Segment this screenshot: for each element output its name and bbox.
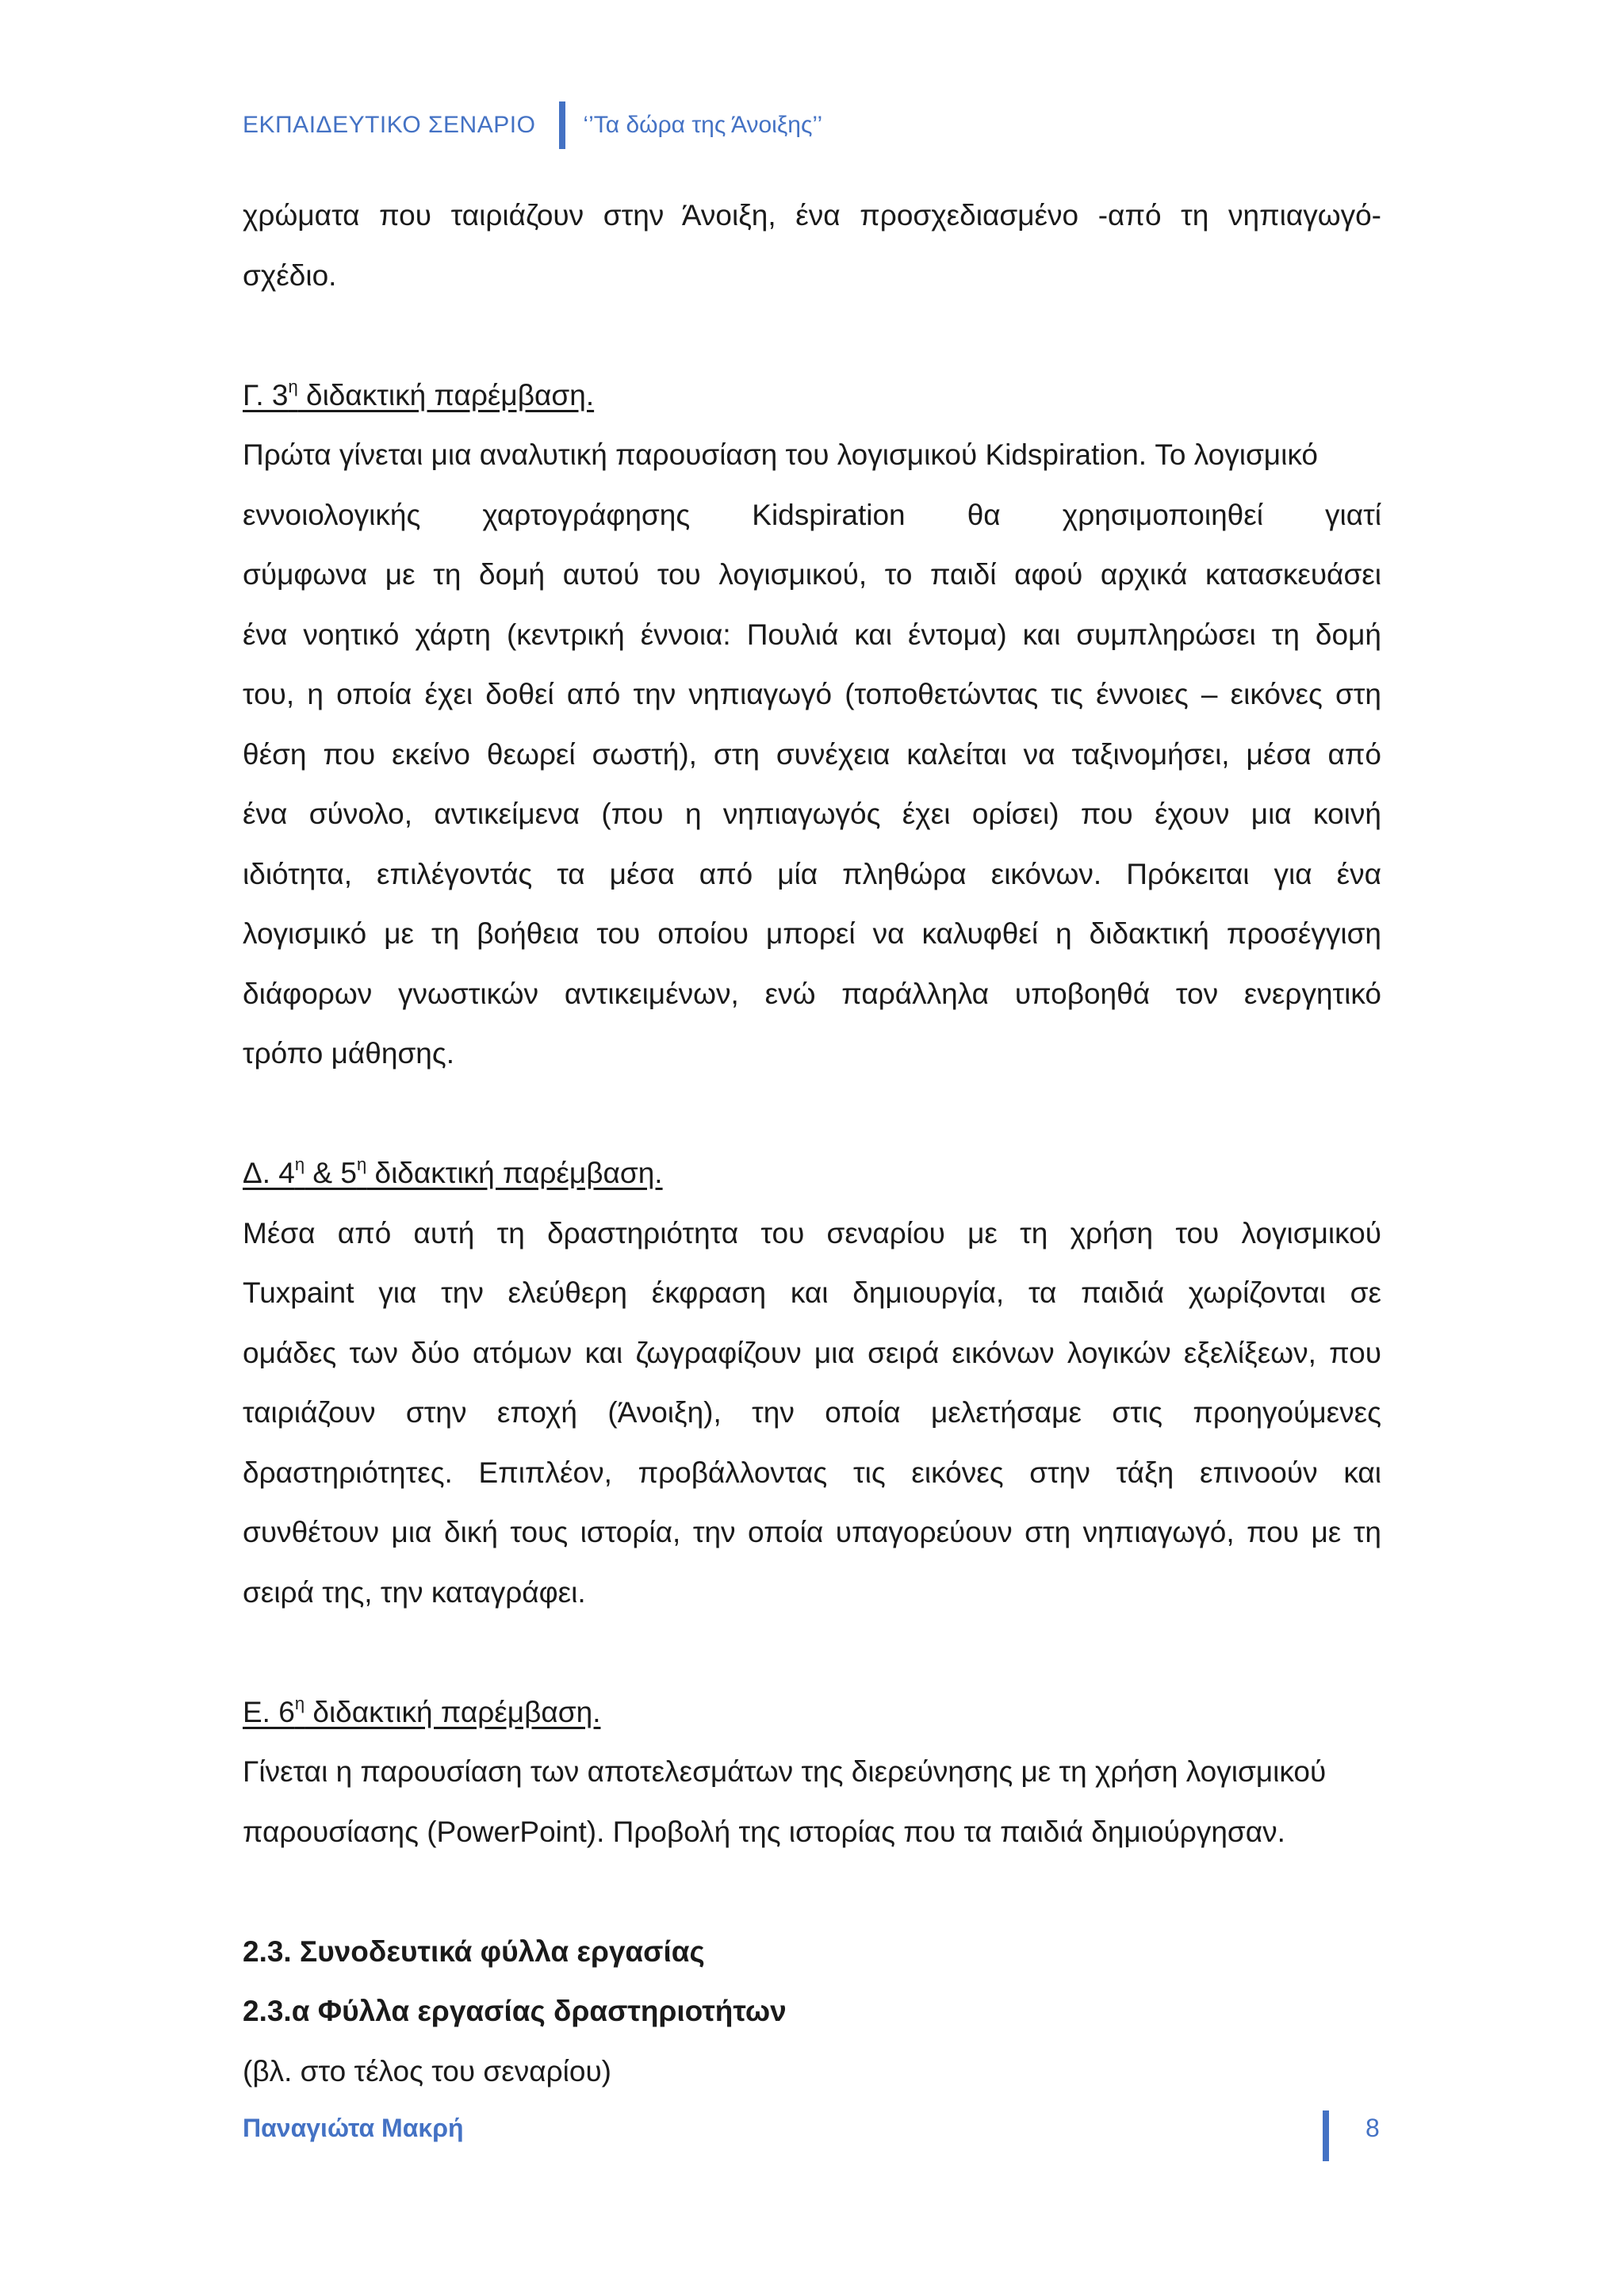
paragraph-line: διάφορων γνωστικών αντικειμένων, ενώ παράλληλα υποβοηθά τον ενεργητικό bbox=[243, 977, 1381, 1010]
header-divider bbox=[559, 101, 565, 149]
paragraph-line: τρόπο μάθησης. bbox=[243, 1037, 454, 1070]
page-body bbox=[243, 186, 1381, 2101]
running-header bbox=[243, 101, 822, 149]
paragraph-line: ένα σύνολο, αντικείμενα (που η νηπιαγωγός έχει ορίσει) που έχουν μια κοινή bbox=[243, 798, 1381, 830]
paragraph-line: συνθέτουν μια δική τους ιστορία, την οποία υπαγορεύουν στη νηπιαγωγό, που με τη bbox=[243, 1516, 1381, 1548]
paragraph-line: χρώματα που ταιριάζουν στην Άνοιξη, ένα προσχεδιασμένο -από τη νηπιαγωγό- bbox=[243, 199, 1381, 232]
paragraph-line: παρουσίασης (PowerPoint). Προβολή της ιστορίας που τα παιδιά δημιούργησαν. bbox=[243, 1815, 1285, 1848]
paragraph-line: εννοιολογικής χαρτογράφησης Kidspiration θα χρησιμοποιηθεί γιατί bbox=[243, 498, 1381, 531]
paragraph-line: του, η οποία έχει δοθεί από την νηπιαγωγό (τοποθετώντας τις έννοιες – εικόνες στη bbox=[243, 678, 1381, 710]
section-heading-e: Ε. $6^\eta$ διδακτική παρέμβαση. bbox=[243, 1693, 601, 1728]
heading-2-3-a: 2.3.α Φύλλα εργασίας δραστηριοτήτων bbox=[243, 1995, 787, 2027]
paragraph-line: ένα νοητικό χάρτη (κεντρική έννοια: Πουλιά και έντομα) και συμπληρώσει τη δομή bbox=[243, 618, 1381, 651]
header-subtitle: ‘’Τα δώρα της Άνοιξης’’ bbox=[583, 112, 823, 138]
paragraph-line: Γίνεται η παρουσίαση των αποτελεσμάτων της διερεύνησης με τη χρήση λογισμικού bbox=[243, 1755, 1327, 1788]
paragraph-line: Μέσα από αυτή τη δραστηριότητα του σεναρίου με τη χρήση του λογισμικού bbox=[243, 1216, 1381, 1249]
page-number: 8 bbox=[1365, 2114, 1380, 2142]
paragraph-line: ταιριάζουν στην εποχή (Άνοιξη), την οποία μελετήσαμε στις προηγούμενες bbox=[243, 1396, 1381, 1429]
header-title: ΕΚΠΑΙΔΕΥΤΙΚΟ ΣΕΝΑΡΙΟ bbox=[243, 112, 536, 138]
paragraph-line: Tuxpaint για την ελεύθερη έκφραση και δημιουργία, τα παιδιά χωρίζονται σε bbox=[243, 1276, 1381, 1309]
paragraph-line: σύμφωνα με τη δομή αυτού του λογισμικού, το παιδί αφού αρχικά κατασκευάσει bbox=[243, 558, 1381, 591]
paragraph-line: ομάδες των δύο ατόμων και ζωγραφίζουν μια σειρά εικόνων λογικών εξελίξεων, που bbox=[243, 1336, 1381, 1369]
paragraph-line: σχέδιο. bbox=[243, 258, 337, 292]
reference-note: (βλ. στο τέλος του σεναρίου) bbox=[243, 2054, 611, 2087]
heading-2-3: 2.3. Συνοδευτικά φύλλα εργασίας bbox=[243, 1934, 705, 1968]
section-heading-d: Δ. $4^\eta$ & $5^\eta$ διδακτική παρέμβαση. bbox=[243, 1154, 663, 1189]
paragraph-line: Πρώτα γίνεται μια αναλυτική παρουσίαση του λογισμικού Kidspiration. Το λογισμικό bbox=[243, 438, 1318, 471]
paragraph-line: λογισμικό με τη βοήθεια του οποίου μπορεί να καλυφθεί η διδακτική προσέγγιση bbox=[243, 917, 1381, 950]
paragraph-line: σειρά της, την καταγράφει. bbox=[243, 1575, 586, 1609]
section-heading-g: Γ. $3^\eta$ διδακτική παρέμβαση. bbox=[243, 376, 595, 411]
footer-author: Παναγιώτα Μακρή bbox=[243, 2114, 464, 2142]
paragraph-line: ιδιότητα, επιλέγοντάς τα μέσα από μία πληθώρα εικόνων. Πρόκειται για ένα bbox=[243, 857, 1381, 890]
footer-divider bbox=[1323, 2110, 1329, 2161]
paragraph-line: δραστηριότητες. Επιπλέον, προβάλλοντας τις εικόνες στην τάξη επινοούν και bbox=[243, 1456, 1381, 1489]
paragraph-line: θέση που εκείνο θεωρεί σωστή), στη συνέχεια καλείται να ταξινομήσει, μέσα από bbox=[243, 737, 1381, 771]
